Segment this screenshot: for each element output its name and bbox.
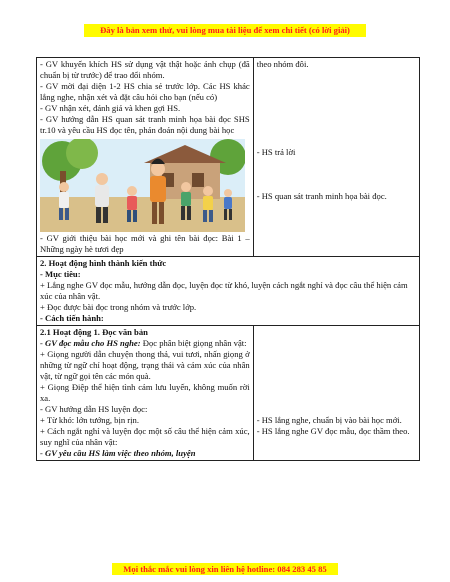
gv-read-text: Đọc phân biệt giọng nhân vật:: [140, 338, 247, 348]
method-label: - Cách tiến hành:: [40, 313, 104, 323]
list-item: - GV hướng dẫn HS quan sát tranh minh họa bài đọc SHS tr.10 và yêu cầu HS đọc tên, phán đoán nội dung bài học: [40, 114, 250, 135]
list-item: - GV nhận xét, đánh giá và khen gợi HS.: [40, 103, 181, 113]
lesson-illustration: [40, 139, 245, 232]
list-item: + Đọc được bài đọc trong nhóm và trước lớp.: [40, 302, 197, 312]
list-item: - HS lắng nghe GV đọc mẫu, đọc thầm theo.: [256, 426, 410, 436]
goal-label: - Mục tiêu:: [40, 269, 81, 279]
list-item: [40, 338, 250, 349]
table-row: [37, 326, 420, 461]
list-item: - HS trả lời: [256, 147, 296, 157]
list-item: - GV yêu cầu HS làm việc theo nhóm, luyện: [40, 448, 196, 458]
teacher-activities-cell: [37, 58, 254, 257]
table-row: [37, 58, 420, 257]
student-activities-cell: [253, 58, 419, 257]
list-item: - GV khuyến khích HS sử dụng vật thật hoặc ảnh chụp (đã chuẩn bị từ trước) để trao đổi nhóm.: [40, 59, 250, 80]
lesson-table: [36, 57, 420, 461]
activity-heading: 2.1 Hoạt động 1. Đọc văn bản: [40, 327, 148, 337]
list-item: + Cách ngắt nghỉ và luyện đọc một số câu thể hiện cảm xúc, suy nghĩ của nhân vật:: [40, 426, 250, 447]
section-heading: 2. Hoạt động hình thành kiến thức: [40, 258, 167, 268]
list-item: + Lắng nghe GV đọc mẫu, hướng dẫn đọc, luyện đọc từ khó, luyện cách ngắt nghỉ và đọc câu thể hiện cảm xúc của nhân vật.: [40, 280, 408, 301]
hotline-banner: Mọi thắc mắc vui lòng xin liên hệ hotline: 084 283 45 85: [112, 563, 338, 575]
list-item: + Từ khó: lớn tướng, bịn rịn.: [40, 415, 140, 425]
list-item: - GV hướng dẫn HS luyện đọc:: [40, 404, 148, 414]
preview-banner: Đây là bản xem thử, vui lòng mua tài liệu để xem chi tiết (có lời giải): [84, 24, 366, 37]
list-item: - HS quan sát tranh minh họa bài đọc.: [256, 191, 387, 201]
table-row: [37, 257, 420, 326]
list-item: theo nhóm đôi.: [256, 59, 309, 69]
list-item: + Giọng người dẫn chuyện thong thả, vui tươi, nhấn giọng ở những từ ngữ chỉ hoạt động, trạng thái và cảm xúc của nhân vật, từ ngữ gọi tên các món quà.: [40, 349, 250, 381]
list-item: + Giọng Điệp thể hiện tình cảm lưu luyến, không muốn rời xa.: [40, 382, 250, 403]
student-activities-cell: [253, 326, 419, 461]
section-knowledge-cell: [37, 257, 420, 326]
teacher-activities-cell: [37, 326, 254, 461]
list-item: - HS lắng nghe, chuẩn bị vào bài học mới.: [256, 415, 402, 425]
list-item: - GV mời đại diện 1-2 HS chia sẻ trước lớp. Các HS khác lắng nghe, nhận xét và đặt câu hỏi cho bạn (nếu có): [40, 81, 250, 102]
list-item: - GV giới thiệu bài học mới và ghi tên bài đọc: Bài 1 – Những ngày hè tươi đẹp: [40, 233, 250, 254]
gv-read-label: - GV đọc mẫu cho HS nghe:: [40, 338, 141, 348]
